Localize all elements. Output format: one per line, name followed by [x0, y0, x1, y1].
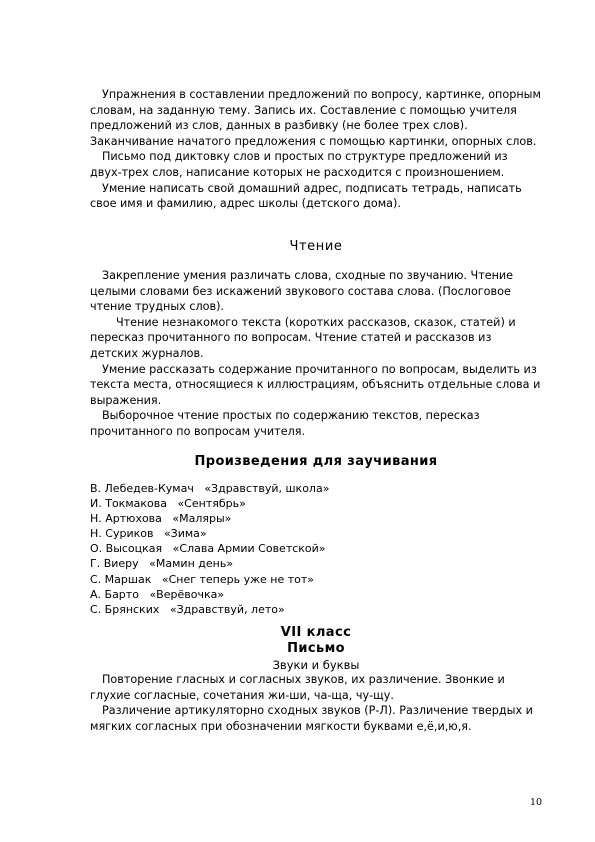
work-title: «Верёвочка»: [149, 587, 225, 601]
work-author: Н. Артюхова: [90, 512, 162, 526]
paragraph-block-reading: [90, 268, 542, 440]
list-item: [90, 511, 542, 526]
section-heading-writing: Письмо: [287, 641, 345, 656]
section-heading-reading: Чтение: [289, 239, 343, 254]
list-item: [90, 556, 542, 571]
list-item: [90, 587, 542, 602]
list-item: [90, 481, 542, 496]
paragraph-block-writing-exercises: [90, 87, 542, 212]
work-author: Г. Виеру: [90, 557, 139, 571]
paragraph: Повторение гласных и согласных звуков, их различение. Звонкие и глухие согласные, сочетания жи-ши, ча-ща, чу-щу.: [90, 673, 505, 702]
work-author: О. Высоцкая: [90, 542, 163, 556]
list-item: [90, 541, 542, 556]
work-title: «Здравствуй, лето»: [169, 602, 285, 616]
work-author: Н. Суриков: [90, 527, 154, 541]
paragraph: Умение рассказать содержание прочитанного по вопросам, выделить из текста места, относящиеся к иллюстрациям, объяснить отдельные слова и выражения.: [90, 362, 541, 407]
work-title: «Снег теперь уже не тот»: [161, 572, 315, 586]
list-item: [90, 602, 542, 617]
list-item: [90, 572, 542, 587]
work-author: А. Барто: [90, 587, 139, 601]
work-author: В. Лебедев-Кумач: [90, 482, 194, 495]
paragraph: Чтение незнакомого текста (коротких рассказов, сказок, статей) и пересказ прочитанного по вопросам. Чтение статей и рассказов из детских журналов.: [90, 315, 516, 360]
work-author: С. Маршак: [90, 572, 152, 586]
list-item: [90, 526, 542, 541]
paragraph-block-sounds: [90, 672, 542, 734]
work-title: «Маляры»: [172, 512, 232, 526]
work-title: «Зима»: [163, 527, 207, 541]
work-title: «Сентябрь»: [177, 497, 246, 511]
works-list: [90, 481, 542, 617]
work-author: С. Брянских: [90, 602, 160, 616]
paragraph: Различение артикуляторно сходных звуков (Р-Л). Различение твердых и мягких согласных при обозначении мягкости буквами е,ё,и,ю,я.: [90, 704, 533, 733]
work-author: И. Токмакова: [90, 497, 167, 511]
list-item: [90, 496, 542, 511]
paragraph: Закрепление умения различать слова, сходные по звучанию. Чтение целыми словами без искажений звукового состава слова. (Послоговое чтение трудных слов).: [90, 269, 514, 314]
paragraph: Письмо под диктовку слов и простых по структуре предложений из двух-трех слов, написание которых не расходится с произношением.: [90, 150, 508, 179]
subsection-heading-sounds: Звуки и буквы: [272, 658, 360, 672]
page-number: 10: [530, 797, 543, 808]
work-title: «Слава Армии Советской»: [172, 542, 326, 556]
paragraph: Выборочное чтение простых по содержанию текстов, пересказ прочитанного по вопросам учителя.: [90, 409, 480, 438]
paragraph: Умение написать свой домашний адрес, подписать тетрадь, написать свое имя и фамилию, адрес школы (детского дома).: [90, 181, 522, 211]
work-title: «Мамин день»: [149, 557, 234, 571]
paragraph: Упражнения в составлении предложений по вопросу, картинке, опорным словам, на заданную тему. Запись их. Составление с помощью учителя предложений из слов, данных в разбивку (не более трех слов). Заканчивание начатого предложения с помощью картинки, опорных слов.: [90, 88, 541, 148]
class-heading: VII класс: [280, 625, 352, 640]
section-heading-works: Произведения для заучивания: [194, 454, 438, 469]
work-title: «Здравствуй, школа»: [204, 482, 330, 495]
